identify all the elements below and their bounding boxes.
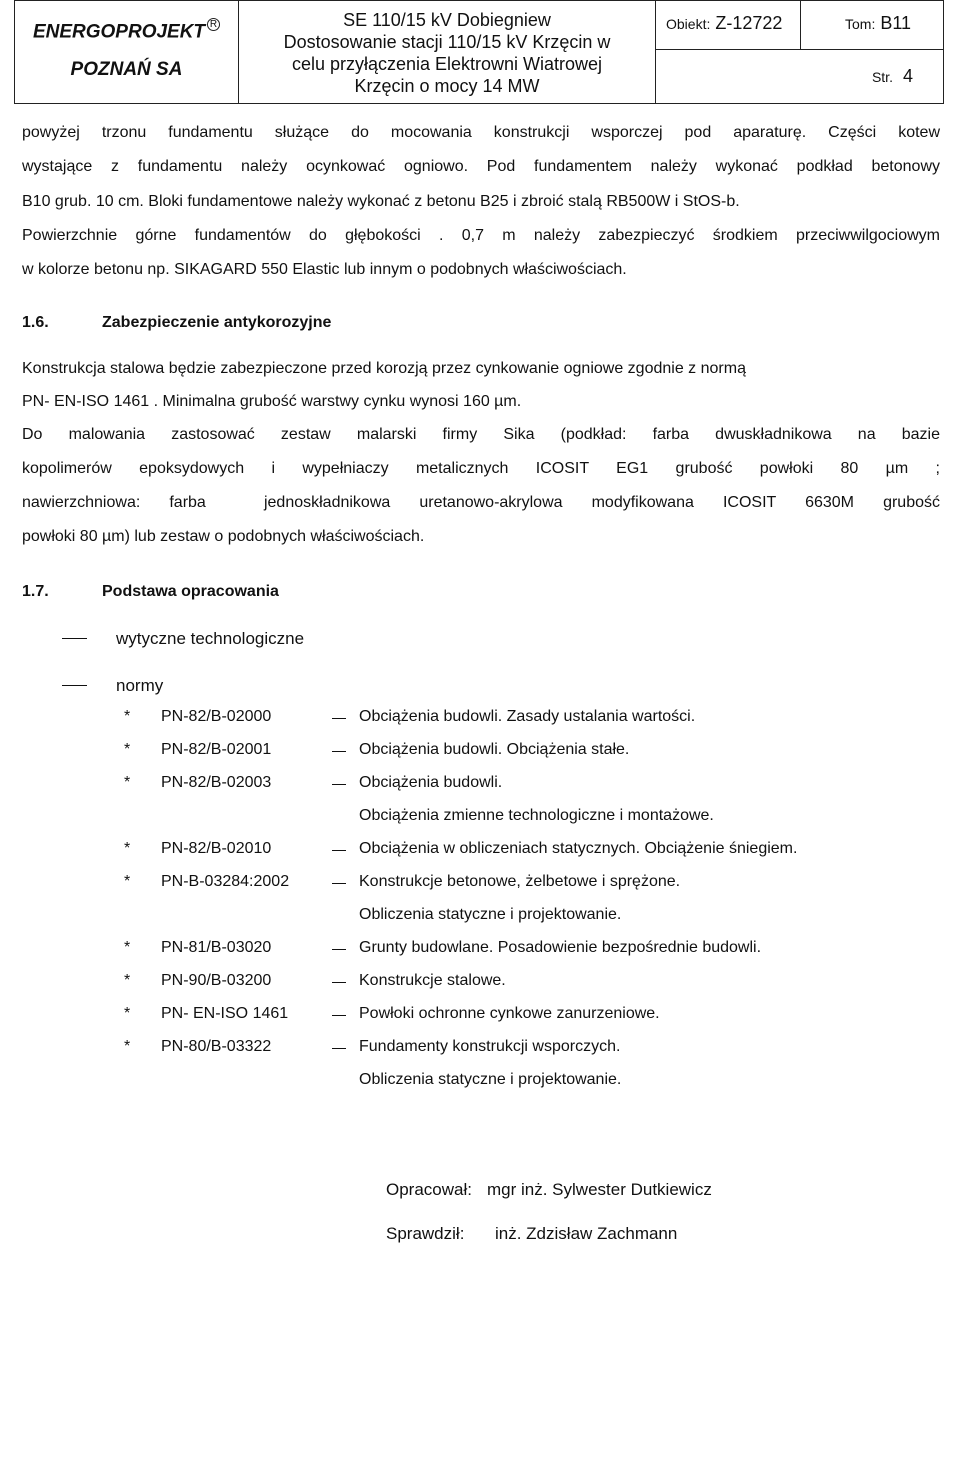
standard-code: PN- EN-ISO 1461 <box>161 1005 289 1022</box>
checked-by-name: inż. Zdzisław Zachmann <box>495 1224 678 1243</box>
standard-description-continued: Obciążenia zmienne technologiczne i montażowe. <box>359 807 714 824</box>
dash-separator-icon <box>332 982 346 983</box>
standard-code: PN-82/B-02010 <box>161 840 272 857</box>
page-label: Str. <box>871 69 893 85</box>
dash-separator-icon <box>332 850 346 851</box>
paragraph-line: kopolimerów epoksydowych i wypełniaczy metalicznych ICOSIT EG1 grubość powłoki 80 µm ; <box>22 460 940 477</box>
standard-description: Obciążenia budowli. Obciążenia stałe. <box>359 741 630 758</box>
checked-by-label: Sprawdził: <box>386 1224 465 1243</box>
section-number: 1.6. <box>22 314 49 331</box>
standard-description: Grunty budowlane. Posadowienie bezpośrednie budowli. <box>359 939 762 956</box>
volume-label: Tom: <box>845 16 876 32</box>
standard-code: PN-82/B-02000 <box>161 708 272 725</box>
paragraph-line: powłoki 80 µm) lub zestaw o podobnych właściwościach. <box>22 528 425 545</box>
standard-bullet-star: * <box>124 939 131 956</box>
title-line: Krzęcin o mocy 14 MW <box>354 76 540 96</box>
standard-description-continued: Obliczenia statyczne i projektowanie. <box>359 1071 622 1088</box>
bullet-item: wytyczne technologiczne <box>116 629 305 648</box>
object-box <box>655 0 801 50</box>
standard-description: Obciążenia budowli. Zasady ustalania wartości. <box>359 708 696 725</box>
standard-description: Obciążenia budowli. <box>359 774 503 791</box>
title-line: celu przyłączenia Elektrowni Wiatrowej <box>291 54 603 74</box>
volume-value: B11 <box>880 13 912 33</box>
company-box <box>14 0 239 104</box>
document-title-box <box>238 0 656 104</box>
standard-description: Powłoki ochronne cynkowe zanurzeniowe. <box>359 1005 660 1022</box>
registered-mark-icon: R <box>207 18 220 31</box>
paragraph-line: nawierzchniowa: farba jednoskładnikowa uretanowo-akrylowa modyfikowana ICOSIT 6630M grubość <box>22 494 940 511</box>
volume-box <box>800 0 944 50</box>
standard-bullet-star: * <box>124 840 131 857</box>
section-title: Podstawa opracowania <box>102 583 279 600</box>
page-number-box <box>655 49 944 104</box>
standard-description: Konstrukcje stalowe. <box>359 972 506 989</box>
dash-separator-icon <box>332 784 346 785</box>
page-number: 4 <box>902 66 913 86</box>
paragraph-line: B10 grub. 10 cm. Bloki fundamentowe należy wykonać z betonu B25 i zbroić stalą RB500W i StOS-b. <box>22 193 740 210</box>
title-line: Dostosowanie stacji 110/15 kV Krzęcin w <box>283 32 611 52</box>
dash-bullet-icon <box>62 685 87 686</box>
standard-description: Konstrukcje betonowe, żelbetowe i sprężone. <box>359 873 681 890</box>
company-name: ENERGOPROJEKT $^R$ <box>15 21 238 43</box>
standard-code: PN-81/B-03020 <box>161 939 272 956</box>
section-number: 1.7. <box>22 583 49 600</box>
object-value: Z-12722 <box>715 13 783 33</box>
prepared-by-label: Opracował: <box>386 1180 472 1199</box>
object-label: Obiekt: <box>666 16 711 32</box>
title-line: SE 110/15 kV Dobiegniew <box>343 10 551 30</box>
dash-separator-icon <box>332 718 346 719</box>
dash-separator-icon <box>332 949 346 950</box>
prepared-by-name: mgr inż. Sylwester Dutkiewicz <box>487 1180 712 1199</box>
dash-separator-icon <box>332 1048 346 1049</box>
standard-bullet-star: * <box>124 741 131 758</box>
dash-separator-icon <box>332 751 346 752</box>
paragraph-line: PN- EN-ISO 1461 . Minimalna grubość warstwy cynku wynosi 160 µm. <box>22 393 522 410</box>
company-city: POZNAŃ SA <box>70 59 183 80</box>
standard-bullet-star: * <box>124 1005 131 1022</box>
section-title: Zabezpieczenie antykorozyjne <box>102 314 332 331</box>
standard-description: Obciążenia w obliczeniach statycznych. Obciążenie śniegiem. <box>359 840 798 857</box>
dash-bullet-icon <box>62 638 87 639</box>
bullet-item: normy <box>116 676 164 695</box>
page-header <box>0 0 960 104</box>
paragraph-line: powyżej trzonu fundamentu służące do mocowania konstrukcji wsporczej pod aparaturę. Części kotew <box>22 124 940 141</box>
dash-separator-icon <box>332 1015 346 1016</box>
standard-bullet-star: * <box>124 873 131 890</box>
paragraph-line: wystające z fundamentu należy ocynkować ogniowo. Pod fundamentem należy wykonać podkład betonowy <box>22 158 940 175</box>
standard-description-continued: Obliczenia statyczne i projektowanie. <box>359 906 622 923</box>
paragraph-line: Do malowania zastosować zestaw malarski firmy Sika (podkład: farba dwuskładnikowa na bazie <box>22 426 940 443</box>
standard-code: PN-B-03284:2002 <box>161 873 290 890</box>
paragraph-line: Powierzchnie górne fundamentów do głębokości . 0,7 m należy zabezpieczyć środkiem przeciwwilgociowym <box>22 227 940 244</box>
standard-code: PN-82/B-02001 <box>161 741 272 758</box>
standard-bullet-star: * <box>124 1038 131 1055</box>
standard-bullet-star: * <box>124 774 131 791</box>
standard-code: PN-82/B-02003 <box>161 774 272 791</box>
paragraph-line: w kolorze betonu np. SIKAGARD 550 Elastic lub innym o podobnych właściwościach. <box>22 261 627 278</box>
paragraph-line: Konstrukcja stalowa będzie zabezpieczone przed korozją przez cynkowanie ogniowe zgodnie z normą <box>22 360 746 377</box>
standard-bullet-star: * <box>124 708 131 725</box>
standard-bullet-star: * <box>124 972 131 989</box>
standard-code: PN-90/B-03200 <box>161 972 272 989</box>
dash-separator-icon <box>332 883 346 884</box>
standard-code: PN-80/B-03322 <box>161 1038 272 1055</box>
standard-description: Fundamenty konstrukcji wsporczych. <box>359 1038 621 1055</box>
